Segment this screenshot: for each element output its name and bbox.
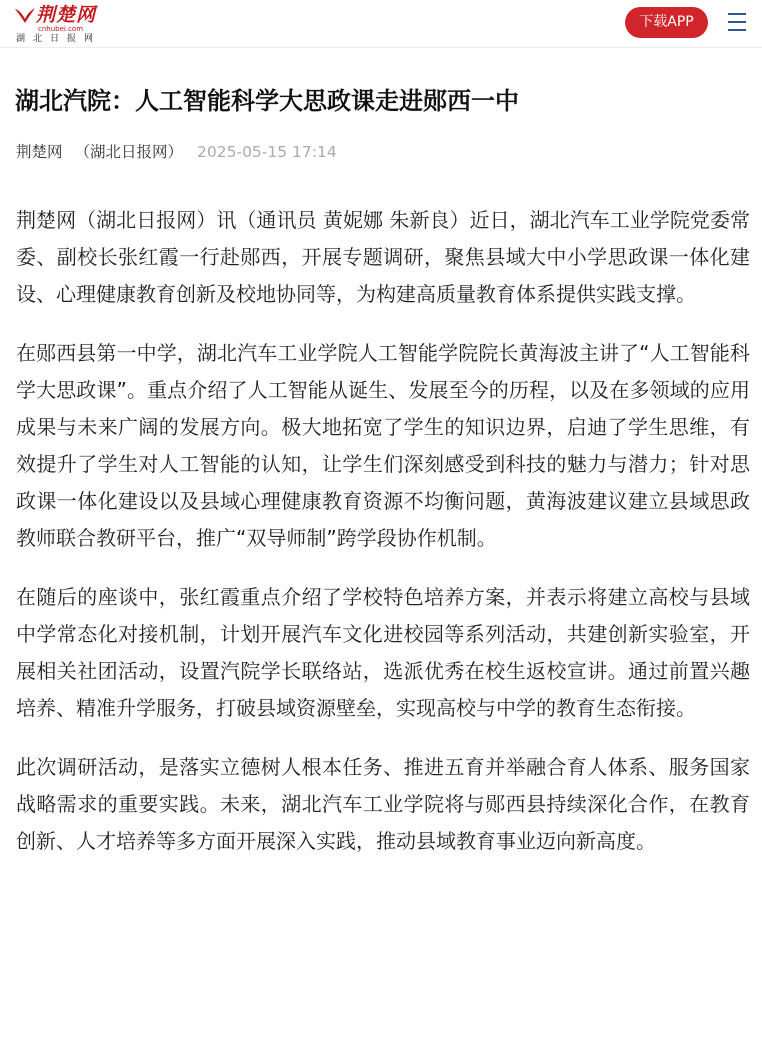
article-title: 湖北汽院：人工智能科学大思政课走进郧西一中 [15,87,519,115]
article-body [16,202,750,882]
logo-title: 荆楚网 [36,4,97,26]
top-header [0,0,762,48]
article-origin: （湖北日报网） [74,143,184,161]
article-meta [16,141,337,163]
logo-domain: cnhubei.com [38,25,84,33]
article-paragraph: 此次调研活动，是落实立德树人根本任务、推进五育并举融合育人体系、服务国家战略需求的重要实践。未来，湖北汽车工业学院将与郧西县持续深化合作，在教育创新、人才培养等多方面开展深入实践，推动县域教育事业迈向新高度。 [16,755,750,853]
logo-mark-icon [14,6,36,24]
article-paragraph: 在郧西县第一中学，湖北汽车工业学院人工智能学院院长黄海波主讲了“人工智能科学大思政课”。重点介绍了人工智能从诞生、发展至今的历程，以及在多领域的应用成果与未来广阔的发展方向。极大地拓宽了学生的知识边界，启迪了学生思维，有效提升了学生对人工智能的认知，让学生们深刻感受到科技的魅力与潜力；针对思政课一体化建设以及县域心理健康教育资源不均衡问题，黄海波建议建立县域思政教师联合教研平台，推广“双导师制”跨学段协作机制。 [16,341,750,550]
download-app-button[interactable]: 下载APP [625,7,708,38]
hamburger-menu-icon[interactable] [728,12,746,32]
article-source: 荆楚网 [16,143,63,161]
article-paragraph: 在随后的座谈中，张红霞重点介绍了学校特色培养方案，并表示将建立高校与县域中学常态化对接机制，计划开展汽车文化进校园等系列活动，共建创新实验室，开展相关社团活动，设置汽院学长联络站，选派优秀在校生返校宣讲。通过前置兴趣培养、精准升学服务，打破县域资源壁垒，实现高校与中学的教育生态衔接。 [16,585,750,720]
site-logo[interactable] [14,4,106,44]
article-time: 2025-05-15 17:14 [197,143,337,161]
logo-subtitle: 湖北日报网 [16,34,102,44]
article-paragraph: 荆楚网（湖北日报网）讯（通讯员 黄妮娜 朱新良）近日，湖北汽车工业学院党委常委、副校长张红霞一行赴郧西，开展专题调研，聚焦县域大中小学思政课一体化建设、心理健康教育创新及校地协同等，为构建高质量教育体系提供实践支撑。 [16,208,750,306]
